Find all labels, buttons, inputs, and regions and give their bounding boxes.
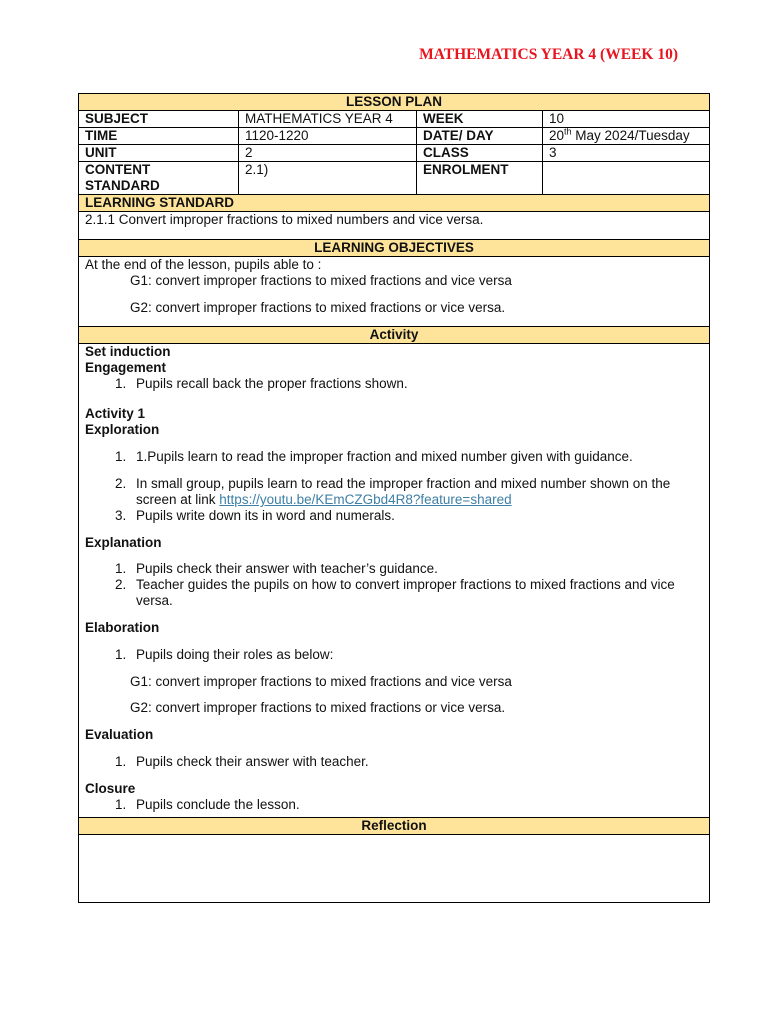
exploration-list [85, 449, 703, 524]
class-label: CLASS [417, 145, 543, 162]
list-item: 1. Pupils doing their roles as below: [130, 647, 703, 663]
objectives-intro: At the end of the lesson, pupils able to : [85, 257, 322, 272]
subject-value: MATHEMATICS YEAR 4 [239, 111, 417, 128]
closure-list [85, 797, 703, 813]
engagement-heading: Engagement [85, 360, 167, 375]
lesson-plan-title: LESSON PLAN [79, 94, 710, 111]
reflection-box[interactable] [79, 835, 710, 903]
evaluation-heading: Evaluation [85, 727, 154, 742]
list-item: 1. 1.Pupils learn to read the improper fraction and mixed number given with guidance. [130, 449, 703, 465]
list-item [130, 476, 703, 508]
content-standard-value: 2.1) [239, 162, 417, 195]
list-item: 1. Pupils check their answer with teacher. [130, 754, 703, 770]
date-ordinal-suffix: th [564, 126, 572, 137]
learning-objectives-title: LEARNING OBJECTIVES [79, 240, 710, 257]
date-day-number: 20 [549, 128, 565, 143]
document-header: MATHEMATICS YEAR 4 (WEEK 10) [419, 46, 678, 63]
explanation-heading: Explanation [85, 535, 162, 550]
objective-g1: G1: convert improper fractions to mixed fractions and vice versa [130, 273, 512, 288]
elaboration-heading: Elaboration [85, 620, 160, 635]
engagement-list [85, 376, 703, 392]
time-label: TIME [79, 128, 239, 145]
enrolment-label: ENROLMENT [417, 162, 543, 195]
elaboration-g2: G2: convert improper fractions to mixed fractions or vice versa. [130, 700, 506, 715]
content-label-line2: STANDARD [85, 178, 160, 193]
exploration-item2-text: In small group, pupils learn to read the improper fraction and mixed number shown on the screen at link [136, 476, 671, 507]
activity-title: Activity [79, 327, 710, 344]
list-item: 1. Pupils recall back the proper fractions shown. [130, 376, 703, 392]
learning-standard-text: 2.1.1 Convert improper fractions to mixed numbers and vice versa. [79, 212, 710, 240]
explanation-list [85, 561, 703, 609]
date-day-label: DATE/ DAY [417, 128, 543, 145]
set-induction-heading: Set induction [85, 344, 171, 359]
time-value: 1120-1220 [239, 128, 417, 145]
evaluation-list [85, 754, 703, 770]
video-link[interactable]: https://youtu.be/KEmCZGbd4R8?feature=shared [219, 492, 512, 507]
learning-standard-title: LEARNING STANDARD [79, 195, 710, 212]
week-label: WEEK [417, 111, 543, 128]
closure-heading: Closure [85, 781, 136, 796]
learning-objectives-body [79, 257, 710, 327]
date-day-value [543, 128, 710, 145]
unit-label: UNIT [79, 145, 239, 162]
elaboration-g1: G1: convert improper fractions to mixed fractions and vice versa [130, 674, 512, 689]
date-day-rest: May 2024/Tuesday [571, 128, 690, 143]
week-value: 10 [543, 111, 710, 128]
activity1-heading: Activity 1 [85, 406, 146, 421]
subject-label: SUBJECT [79, 111, 239, 128]
content-label-line1: CONTENT [85, 162, 151, 177]
enrolment-value [543, 162, 710, 195]
exploration-heading: Exploration [85, 422, 160, 437]
content-standard-label [79, 162, 239, 195]
class-value: 3 [543, 145, 710, 162]
list-item: 1. Pupils check their answer with teacher’s guidance. [130, 561, 703, 577]
list-item: 3. Pupils write down its in word and numerals. [130, 508, 703, 524]
activity-body [79, 344, 710, 818]
elaboration-list [85, 647, 703, 663]
unit-value: 2 [239, 145, 417, 162]
list-item: 2. Teacher guides the pupils on how to convert improper fractions to mixed fractions and vice versa. [130, 577, 703, 609]
lesson-plan-table [78, 93, 710, 903]
objective-g2: G2: convert improper fractions to mixed fractions or vice versa. [130, 300, 506, 315]
list-item: 1. Pupils conclude the lesson. [130, 797, 703, 813]
reflection-title: Reflection [79, 818, 710, 835]
